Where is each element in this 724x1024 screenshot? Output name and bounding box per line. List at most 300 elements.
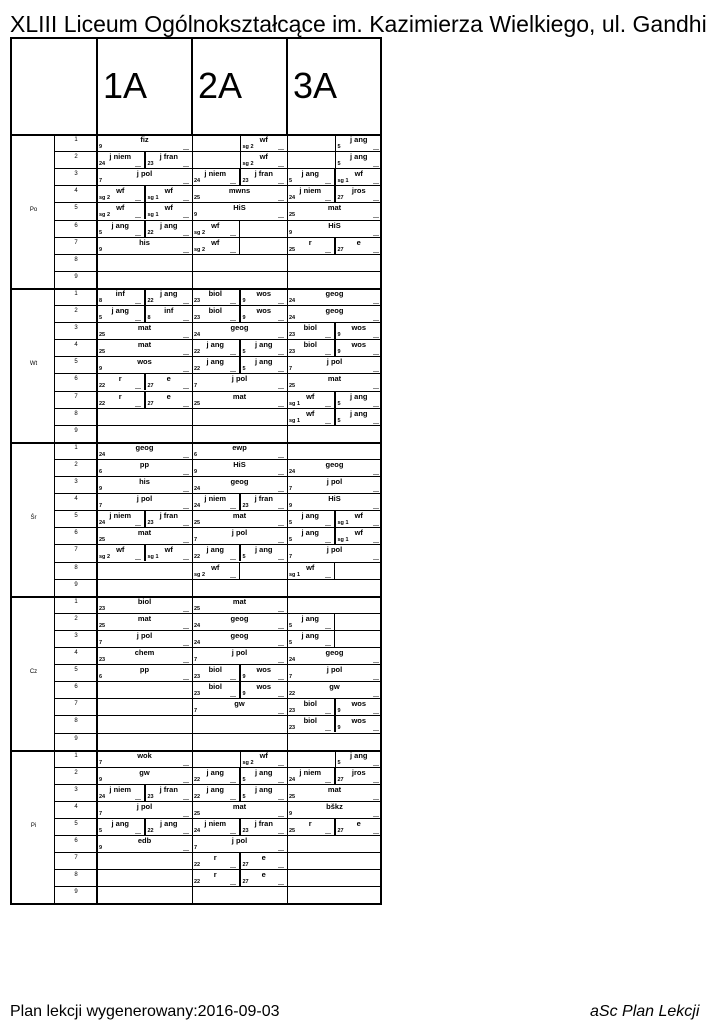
lesson-cell[interactable] bbox=[287, 323, 335, 339]
lesson-cell[interactable] bbox=[335, 819, 383, 835]
lesson-teacher-mark bbox=[135, 559, 141, 560]
period-number: 8 bbox=[74, 410, 78, 417]
period-number: 9 bbox=[74, 735, 78, 742]
lesson-cell[interactable] bbox=[192, 870, 240, 886]
lesson-subject: mat bbox=[327, 374, 342, 384]
lesson-cell[interactable] bbox=[287, 648, 382, 664]
lesson-subject: wf bbox=[211, 220, 220, 230]
lesson-cell[interactable] bbox=[287, 306, 382, 322]
lesson-teacher-mark bbox=[325, 782, 331, 783]
lesson-room: 23 bbox=[289, 349, 296, 356]
lesson-subject: e bbox=[166, 374, 171, 384]
period-number: 3 bbox=[74, 786, 78, 793]
lesson-subject: j ang bbox=[159, 288, 178, 298]
lesson-cell[interactable] bbox=[335, 409, 383, 425]
lesson-cell[interactable] bbox=[335, 699, 383, 715]
lesson-teacher-mark bbox=[183, 320, 189, 321]
lesson-cell[interactable] bbox=[192, 203, 287, 219]
lesson-cell[interactable] bbox=[192, 819, 240, 835]
lesson-cell[interactable] bbox=[192, 221, 240, 237]
lesson-cell[interactable] bbox=[240, 870, 288, 886]
lesson-room: sg 2 bbox=[194, 246, 206, 253]
lesson-cell[interactable] bbox=[287, 563, 335, 579]
lesson-cell[interactable] bbox=[97, 545, 145, 561]
lesson-teacher-mark bbox=[278, 833, 284, 834]
lesson-cell[interactable] bbox=[240, 665, 288, 681]
lesson-cell[interactable] bbox=[240, 152, 288, 168]
lesson-teacher-mark bbox=[183, 611, 189, 612]
lesson-cell[interactable] bbox=[240, 494, 288, 510]
lesson-cell[interactable] bbox=[192, 340, 240, 356]
lesson-subject: ewp bbox=[232, 442, 247, 452]
lesson-cell[interactable] bbox=[97, 374, 145, 390]
lesson-cell[interactable] bbox=[287, 802, 382, 818]
period-number: 2 bbox=[74, 769, 78, 776]
lesson-subject: wos bbox=[351, 716, 367, 726]
lesson-cell[interactable] bbox=[97, 494, 192, 510]
lesson-subject: j ang bbox=[301, 169, 319, 179]
lesson-cell[interactable] bbox=[192, 836, 287, 852]
lesson-cell[interactable] bbox=[287, 494, 382, 510]
lesson-cell[interactable] bbox=[287, 511, 335, 527]
lesson-cell[interactable] bbox=[192, 374, 287, 390]
lesson-cell[interactable] bbox=[335, 186, 383, 202]
period-number: 4 bbox=[74, 650, 78, 656]
lesson-cell[interactable] bbox=[97, 357, 192, 373]
lesson-cell[interactable] bbox=[335, 152, 383, 168]
lesson-teacher-mark bbox=[230, 235, 236, 236]
lesson-room: 25 bbox=[289, 212, 296, 219]
lesson-teacher-mark bbox=[230, 508, 236, 509]
lesson-cell[interactable] bbox=[240, 768, 288, 784]
lesson-room: sg 2 bbox=[242, 144, 254, 151]
lesson-teacher-mark bbox=[183, 559, 189, 560]
lesson-cell[interactable] bbox=[192, 460, 287, 476]
lesson-cell[interactable] bbox=[97, 648, 192, 664]
lesson-teacher-mark bbox=[183, 149, 189, 150]
lesson-room: 22 bbox=[194, 776, 201, 783]
lesson-teacher-mark bbox=[135, 388, 141, 389]
lesson-room: 27 bbox=[147, 383, 154, 390]
lesson-room: 24 bbox=[194, 178, 201, 185]
lesson-cell[interactable] bbox=[335, 511, 383, 527]
lesson-room: 6 bbox=[194, 451, 198, 458]
lesson-teacher-mark bbox=[325, 713, 331, 714]
lesson-cell[interactable] bbox=[240, 751, 288, 767]
lesson-cell[interactable] bbox=[192, 768, 240, 784]
lesson-subject: j fran bbox=[254, 819, 273, 828]
lesson-cell[interactable] bbox=[192, 392, 287, 408]
lesson-cell[interactable] bbox=[287, 614, 335, 630]
lesson-room: 23 bbox=[242, 503, 249, 510]
lesson-cell[interactable] bbox=[287, 409, 335, 425]
lesson-subject: wf bbox=[259, 152, 268, 162]
lesson-cell[interactable] bbox=[240, 785, 288, 801]
lesson-subject: j pol bbox=[326, 665, 343, 675]
lesson-cell[interactable] bbox=[287, 716, 335, 732]
lesson-subject: wf bbox=[354, 511, 363, 521]
lesson-room: 24 bbox=[289, 297, 296, 304]
period-number: 5 bbox=[74, 359, 78, 366]
period-number: 7 bbox=[74, 239, 78, 246]
lesson-cell[interactable] bbox=[145, 203, 193, 219]
lesson-cell[interactable] bbox=[97, 340, 192, 356]
lesson-room: 27 bbox=[147, 400, 154, 407]
lesson-cell[interactable] bbox=[97, 306, 145, 322]
lesson-cell[interactable] bbox=[192, 785, 240, 801]
lesson-cell[interactable] bbox=[287, 357, 382, 373]
lesson-teacher-mark bbox=[373, 217, 379, 218]
lesson-cell[interactable] bbox=[97, 289, 145, 305]
lesson-cell[interactable] bbox=[145, 374, 193, 390]
lesson-cell[interactable] bbox=[145, 306, 193, 322]
lesson-room: 5 bbox=[242, 776, 246, 783]
lesson-cell[interactable] bbox=[97, 238, 192, 254]
lesson-cell[interactable] bbox=[97, 802, 192, 818]
lesson-cell[interactable] bbox=[335, 340, 383, 356]
lesson-cell[interactable] bbox=[192, 682, 240, 698]
lesson-cell[interactable] bbox=[97, 751, 192, 767]
lesson-room: 9 bbox=[194, 212, 198, 219]
lesson-cell[interactable] bbox=[192, 563, 240, 579]
lesson-cell[interactable] bbox=[145, 289, 193, 305]
lesson-cell[interactable] bbox=[145, 511, 193, 527]
lesson-teacher-mark bbox=[183, 816, 189, 817]
day-label: Wt bbox=[29, 360, 38, 367]
lesson-room: sg 1 bbox=[147, 212, 159, 219]
lesson-subject: j niem bbox=[204, 819, 227, 828]
lesson-cell[interactable] bbox=[192, 306, 240, 322]
lesson-room: 7 bbox=[99, 810, 103, 817]
lesson-cell[interactable] bbox=[97, 768, 192, 784]
lesson-subject: j ang bbox=[206, 767, 224, 777]
lesson-cell[interactable] bbox=[97, 836, 192, 852]
lesson-cell[interactable] bbox=[287, 785, 382, 801]
lesson-room: 5 bbox=[242, 793, 246, 800]
lesson-cell[interactable] bbox=[97, 614, 192, 630]
lesson-subject: biol bbox=[208, 306, 222, 315]
lesson-cell[interactable] bbox=[97, 785, 145, 801]
lesson-cell[interactable] bbox=[192, 289, 240, 305]
lesson-cell[interactable] bbox=[97, 665, 192, 681]
lesson-room: 23 bbox=[289, 708, 296, 715]
lesson-cell[interactable] bbox=[97, 460, 192, 476]
lesson-cell[interactable] bbox=[240, 682, 288, 698]
lesson-cell[interactable] bbox=[287, 186, 335, 202]
lesson-cell[interactable] bbox=[192, 494, 240, 510]
lesson-cell[interactable] bbox=[97, 477, 192, 493]
lesson-teacher-mark bbox=[325, 337, 331, 338]
lesson-subject: jros bbox=[351, 186, 366, 196]
lesson-cell[interactable] bbox=[192, 699, 287, 715]
lesson-teacher-mark bbox=[278, 525, 284, 526]
lesson-cell[interactable] bbox=[97, 631, 192, 647]
day-label: Cz bbox=[29, 668, 38, 675]
lesson-subject: geog bbox=[325, 648, 344, 657]
lesson-subject: wos bbox=[256, 682, 272, 692]
lesson-subject: HiS bbox=[328, 494, 341, 504]
lesson-cell[interactable] bbox=[287, 392, 335, 408]
lesson-cell[interactable] bbox=[287, 699, 335, 715]
lesson-cell[interactable] bbox=[335, 528, 383, 544]
lesson-teacher-mark bbox=[183, 337, 189, 338]
lesson-subject: his bbox=[139, 237, 150, 247]
lesson-room: 5 bbox=[289, 520, 293, 527]
period-separator-line bbox=[54, 579, 380, 580]
lesson-cell[interactable] bbox=[192, 528, 287, 544]
lesson-subject: j ang bbox=[254, 357, 273, 367]
period-number: 7 bbox=[74, 393, 78, 400]
lesson-cell[interactable] bbox=[192, 614, 287, 630]
class-name: 1A bbox=[103, 65, 148, 106]
lesson-room: 22 bbox=[194, 793, 201, 800]
lesson-room: 27 bbox=[337, 195, 344, 202]
lesson-subject: j ang bbox=[301, 613, 319, 623]
period-number: 9 bbox=[74, 889, 78, 896]
lesson-cell[interactable] bbox=[335, 135, 383, 151]
lesson-teacher-mark bbox=[230, 577, 236, 578]
lesson-cell[interactable] bbox=[287, 221, 382, 237]
lesson-subject: biol bbox=[303, 699, 317, 709]
lesson-cell[interactable] bbox=[192, 853, 240, 869]
lesson-subject: j niem bbox=[109, 784, 132, 794]
lesson-subject: j ang bbox=[254, 545, 273, 555]
lesson-teacher-mark bbox=[183, 628, 189, 629]
lesson-cell[interactable] bbox=[97, 203, 145, 219]
lesson-teacher-mark bbox=[373, 337, 379, 338]
lesson-room: sg 2 bbox=[242, 759, 254, 766]
lesson-cell[interactable] bbox=[287, 289, 382, 305]
lesson-cell[interactable] bbox=[240, 853, 288, 869]
lesson-room: 24 bbox=[289, 776, 296, 783]
lesson-room: sg 1 bbox=[289, 400, 301, 407]
day-label: Pi bbox=[30, 822, 37, 829]
lesson-room: sg 1 bbox=[337, 520, 349, 527]
lesson-cell[interactable] bbox=[240, 169, 288, 185]
lesson-teacher-mark bbox=[373, 423, 379, 424]
lesson-room: 5 bbox=[289, 622, 293, 629]
lesson-subject: j pol bbox=[326, 357, 343, 367]
lesson-teacher-mark bbox=[230, 183, 236, 184]
lesson-cell[interactable] bbox=[192, 802, 287, 818]
lesson-subject: geog bbox=[325, 306, 344, 315]
lesson-cell[interactable] bbox=[97, 186, 145, 202]
lesson-subject: e bbox=[166, 391, 171, 401]
lesson-cell[interactable] bbox=[287, 819, 335, 835]
lesson-cell[interactable] bbox=[192, 443, 287, 459]
lesson-cell[interactable] bbox=[192, 357, 240, 373]
lesson-cell[interactable] bbox=[192, 169, 240, 185]
period-number: 5 bbox=[74, 205, 78, 212]
lesson-cell[interactable] bbox=[335, 768, 383, 784]
lesson-cell[interactable] bbox=[287, 477, 382, 493]
lesson-room: 23 bbox=[289, 725, 296, 732]
lesson-room: 24 bbox=[194, 332, 201, 339]
lesson-cell[interactable] bbox=[287, 203, 382, 219]
lesson-subject: j pol bbox=[326, 545, 343, 555]
lesson-subject: mat bbox=[232, 801, 247, 811]
lesson-cell[interactable] bbox=[97, 819, 145, 835]
lesson-cell[interactable] bbox=[287, 545, 382, 561]
lesson-cell[interactable] bbox=[287, 665, 382, 681]
lesson-cell[interactable] bbox=[192, 511, 287, 527]
lesson-room: 22 bbox=[99, 383, 106, 390]
lesson-cell[interactable] bbox=[192, 665, 240, 681]
lesson-room: sg 1 bbox=[147, 195, 159, 202]
lesson-room: 9 bbox=[242, 297, 246, 304]
generated-date: Plan lekcji wygenerowany:2016-09-03 bbox=[10, 1003, 280, 1020]
lesson-cell[interactable] bbox=[145, 221, 193, 237]
lesson-subject: his bbox=[139, 477, 150, 486]
lesson-cell[interactable] bbox=[287, 631, 335, 647]
lesson-cell[interactable] bbox=[287, 768, 335, 784]
lesson-room: 5 bbox=[99, 315, 103, 322]
lesson-subject: geog bbox=[230, 613, 249, 623]
lesson-cell[interactable] bbox=[240, 289, 288, 305]
lesson-cell[interactable] bbox=[192, 186, 287, 202]
lesson-room: 23 bbox=[242, 178, 249, 185]
lesson-subject: e bbox=[356, 237, 361, 247]
lesson-cell[interactable] bbox=[97, 221, 145, 237]
lesson-room: 6 bbox=[99, 674, 103, 681]
lesson-subject: j niem bbox=[109, 152, 132, 162]
period-number: 6 bbox=[74, 838, 78, 845]
lesson-subject: wf bbox=[164, 203, 173, 213]
lesson-teacher-mark bbox=[325, 183, 331, 184]
lesson-subject: wf bbox=[259, 750, 268, 760]
lesson-room: 9 bbox=[337, 332, 341, 339]
lesson-room: 25 bbox=[194, 605, 201, 612]
lesson-subject: mat bbox=[137, 323, 152, 333]
lesson-cell[interactable] bbox=[287, 460, 382, 476]
period-number: 2 bbox=[74, 615, 78, 622]
lesson-cell[interactable] bbox=[97, 511, 145, 527]
lesson-teacher-mark bbox=[278, 200, 284, 201]
lesson-room: 5 bbox=[242, 349, 246, 356]
lesson-teacher-mark bbox=[135, 235, 141, 236]
lesson-room: 22 bbox=[147, 229, 154, 236]
lesson-cell[interactable] bbox=[97, 152, 145, 168]
lesson-cell[interactable] bbox=[240, 545, 288, 561]
lesson-teacher-mark bbox=[183, 388, 189, 389]
lesson-cell[interactable] bbox=[145, 545, 193, 561]
lesson-room: 22 bbox=[147, 828, 154, 835]
lesson-teacher-mark bbox=[373, 149, 379, 150]
period-number: 6 bbox=[74, 684, 78, 691]
lesson-cell[interactable] bbox=[335, 716, 383, 732]
lesson-subject: wf bbox=[116, 186, 125, 196]
lesson-subject: wos bbox=[137, 357, 152, 367]
lesson-cell[interactable] bbox=[240, 135, 288, 151]
lesson-cell[interactable] bbox=[192, 477, 287, 493]
lesson-subject: j fran bbox=[254, 169, 273, 179]
lesson-cell[interactable] bbox=[335, 751, 383, 767]
lesson-cell[interactable] bbox=[287, 682, 382, 698]
lesson-cell[interactable] bbox=[192, 631, 287, 647]
lesson-cell[interactable] bbox=[145, 186, 193, 202]
lesson-cell[interactable] bbox=[97, 528, 192, 544]
lesson-cell[interactable] bbox=[97, 597, 192, 613]
lesson-subject: r bbox=[213, 870, 217, 880]
lesson-subject: geog bbox=[230, 477, 249, 486]
lesson-cell[interactable] bbox=[97, 323, 192, 339]
lesson-room: 25 bbox=[194, 520, 201, 527]
lesson-cell[interactable] bbox=[335, 392, 383, 408]
lesson-subject: j ang bbox=[301, 630, 319, 640]
lesson-room: 8 bbox=[147, 315, 151, 322]
lesson-cell[interactable] bbox=[192, 545, 240, 561]
lesson-teacher-mark bbox=[230, 679, 236, 680]
lesson-teacher-mark bbox=[373, 765, 379, 766]
lesson-cell[interactable] bbox=[287, 374, 382, 390]
lesson-cell[interactable] bbox=[192, 597, 287, 613]
lesson-cell[interactable] bbox=[192, 238, 240, 254]
lesson-cell[interactable] bbox=[240, 357, 288, 373]
lesson-room: 9 bbox=[337, 725, 341, 732]
header-corner-cell bbox=[12, 39, 97, 134]
lesson-cell[interactable] bbox=[287, 528, 335, 544]
lesson-room: 7 bbox=[289, 486, 293, 493]
lesson-cell[interactable] bbox=[287, 340, 335, 356]
lesson-cell[interactable] bbox=[97, 443, 192, 459]
lesson-teacher-mark bbox=[135, 166, 141, 167]
lesson-cell[interactable] bbox=[145, 392, 193, 408]
lesson-subject: j ang bbox=[349, 135, 368, 144]
lesson-cell[interactable] bbox=[335, 238, 383, 254]
lesson-teacher-mark bbox=[278, 320, 284, 321]
lesson-teacher-mark bbox=[373, 166, 379, 167]
lesson-cell[interactable] bbox=[192, 323, 287, 339]
lesson-cell[interactable] bbox=[240, 340, 288, 356]
lesson-cell[interactable] bbox=[287, 238, 335, 254]
lesson-room: 25 bbox=[194, 400, 201, 407]
lesson-teacher-mark bbox=[183, 645, 189, 646]
lesson-subject: mwns bbox=[228, 186, 251, 196]
lesson-cell[interactable] bbox=[145, 819, 193, 835]
lesson-cell[interactable] bbox=[97, 169, 192, 185]
lesson-cell[interactable] bbox=[335, 323, 383, 339]
lesson-teacher-mark bbox=[183, 833, 189, 834]
lesson-cell[interactable] bbox=[145, 152, 193, 168]
lesson-cell[interactable] bbox=[192, 648, 287, 664]
lesson-teacher-mark bbox=[278, 816, 284, 817]
lesson-teacher-mark bbox=[373, 662, 379, 663]
lesson-teacher-mark bbox=[278, 474, 284, 475]
lesson-room: 22 bbox=[99, 400, 106, 407]
period-number: 3 bbox=[74, 632, 78, 639]
lesson-cell[interactable] bbox=[287, 169, 335, 185]
lesson-subject: wf bbox=[306, 391, 315, 401]
lesson-subject: gw bbox=[139, 767, 150, 777]
lesson-cell[interactable] bbox=[145, 785, 193, 801]
lesson-cell[interactable] bbox=[97, 135, 192, 151]
lesson-cell[interactable] bbox=[240, 819, 288, 835]
lesson-cell[interactable] bbox=[240, 306, 288, 322]
lesson-teacher-mark bbox=[278, 765, 284, 766]
lesson-room: 23 bbox=[194, 297, 201, 304]
lesson-subject: j pol bbox=[136, 801, 153, 811]
lesson-cell[interactable] bbox=[335, 169, 383, 185]
lesson-subject: mat bbox=[137, 340, 152, 350]
lesson-cell[interactable] bbox=[97, 392, 145, 408]
period-number: 1 bbox=[74, 752, 78, 759]
lesson-room: 25 bbox=[194, 810, 201, 817]
lesson-teacher-mark bbox=[278, 406, 284, 407]
lesson-teacher-mark bbox=[230, 884, 236, 885]
period-number: 1 bbox=[74, 444, 78, 451]
lesson-teacher-mark bbox=[135, 320, 141, 321]
lesson-room: 5 bbox=[99, 828, 103, 835]
